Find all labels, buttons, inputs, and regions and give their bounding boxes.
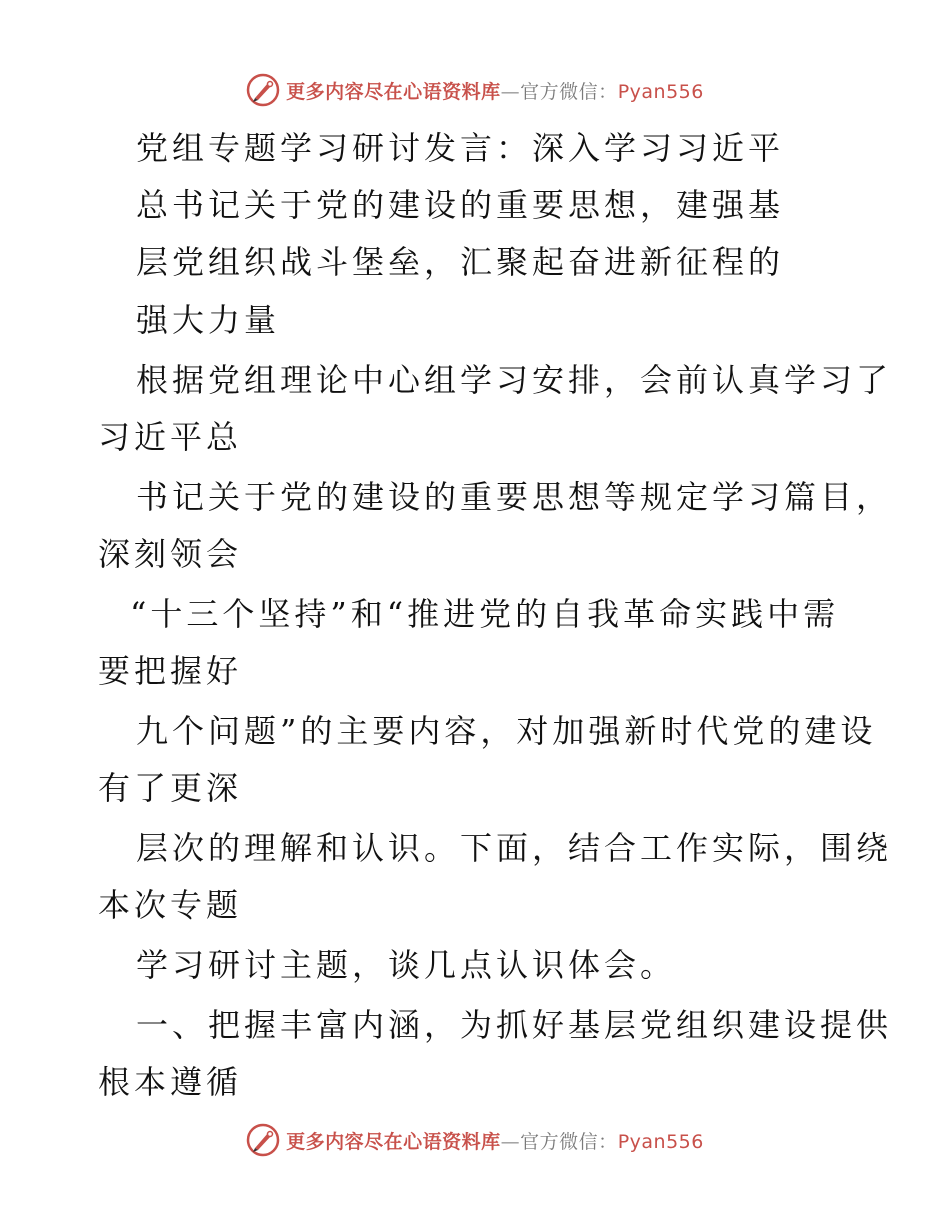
- title-line: 总书记关于党的建设的重要思想，建强基: [136, 186, 785, 224]
- pen-logo-icon: [246, 1123, 280, 1157]
- banner-tail: 官方微信：: [520, 1130, 618, 1153]
- paragraph-line: 书记关于党的建设的重要思想等规定学习篇目，: [136, 478, 893, 516]
- banner-id: Pyan556: [617, 80, 704, 103]
- banner-dash: —: [500, 1130, 521, 1153]
- paragraph-line: 本次专题: [98, 886, 243, 924]
- paragraph-line: 层次的理解和认识。下面，结合工作实际，围绕: [136, 829, 893, 867]
- banner-lead: 更多内容尽在心语资料库: [286, 1130, 501, 1153]
- title-line: 党组专题学习研讨发言：深入学习习近平: [136, 129, 785, 167]
- paragraph-line: 有了更深: [98, 769, 243, 807]
- paragraph-line: 学习研讨主题，谈几点认识体会。: [136, 946, 677, 984]
- header-banner: [0, 70, 950, 110]
- section-heading-line: 一、把握丰富内涵，为抓好基层党组织建设提供: [136, 1006, 893, 1044]
- paragraph-line: 九个问题”的主要内容，对加强新时代党的建设: [136, 712, 877, 750]
- banner-id: Pyan556: [617, 1130, 704, 1153]
- banner-dash: —: [500, 80, 521, 103]
- paragraph-line: “十三个坚持”和“推进党的自我革命实践中需: [130, 595, 840, 633]
- section-heading-line: 根本遵循: [98, 1063, 243, 1101]
- paragraph-line: 习近平总: [98, 418, 243, 456]
- banner-text: [286, 1127, 704, 1154]
- footer-banner: [0, 1120, 950, 1160]
- banner-lead: 更多内容尽在心语资料库: [286, 80, 501, 103]
- banner-text: [286, 77, 704, 104]
- title-line: 强大力量: [136, 301, 281, 339]
- banner-tail: 官方微信：: [520, 80, 618, 103]
- pen-logo-icon: [246, 73, 280, 107]
- paragraph-line: 根据党组理论中心组学习安排，会前认真学习了: [136, 361, 893, 399]
- paragraph-line: 要把握好: [98, 652, 243, 690]
- title-line: 层党组织战斗堡垒，汇聚起奋进新征程的: [136, 243, 785, 281]
- paragraph-line: 深刻领会: [98, 535, 243, 573]
